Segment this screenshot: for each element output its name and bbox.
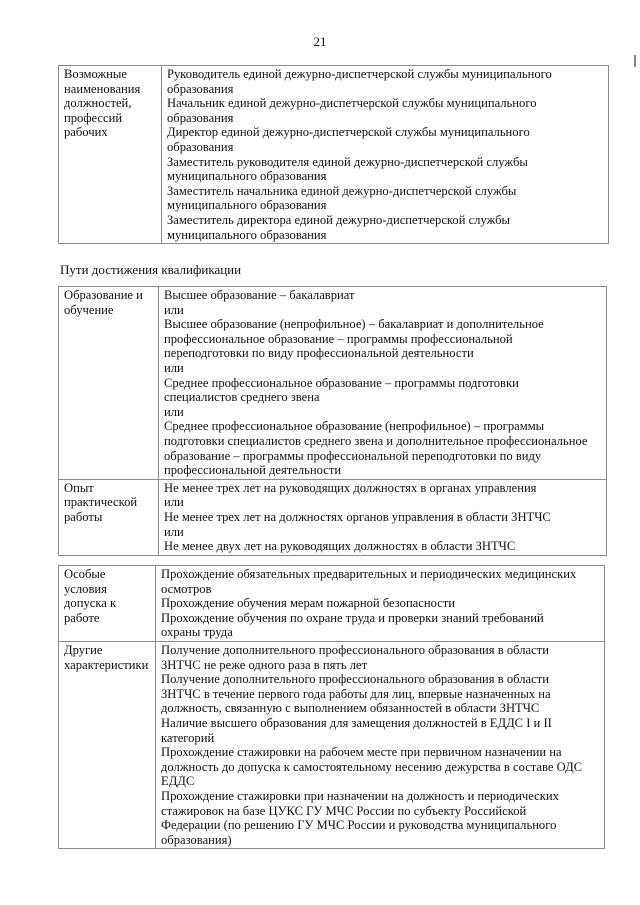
table-row — [59, 66, 609, 244]
conditions-table — [58, 565, 605, 849]
text-line: муниципального образования — [167, 198, 327, 213]
text-line: наименования — [64, 81, 141, 96]
table-row — [59, 287, 607, 480]
text-line: Заместитель руководителя единой дежурно-диспетчерской службы — [167, 154, 528, 169]
row-label-cell — [59, 479, 159, 555]
text-line: Получение дополнительного профессионального образования в области — [161, 672, 549, 687]
text-line: Среднее профессиональное образование – программы подготовки — [164, 375, 519, 390]
text-line: Высшее образование – бакалавриат — [164, 288, 355, 302]
row-label-cell — [59, 641, 156, 848]
text-line: Возможные — [64, 67, 127, 81]
text-line: работы — [64, 509, 103, 524]
text-line: должность, связанную с выполнением обязанностей в области ЗНТЧС — [161, 701, 540, 716]
table-row — [59, 566, 605, 642]
text-line: ЕДДС — [161, 774, 195, 789]
text-line: Получение дополнительного профессионального образования в области — [161, 642, 549, 657]
text-line: или — [164, 524, 184, 539]
table-row — [59, 479, 607, 555]
row-content-cell — [159, 479, 607, 555]
text-line: или — [164, 495, 184, 510]
positions-table — [58, 65, 609, 244]
text-line: Не менее трех лет на должностях органов управления в области ЗНТЧС — [164, 509, 551, 524]
text-line: муниципального образования — [167, 227, 327, 242]
text-line: категорий — [161, 730, 215, 745]
text-line: профессий — [64, 110, 123, 125]
text-line: или — [164, 404, 184, 419]
text-line: Не менее трех лет на руководящих должностях в органах управления — [164, 480, 537, 495]
text-line: Заместитель начальника единой дежурно-диспетчерской службы — [167, 183, 517, 198]
row-label-cell — [59, 566, 156, 642]
text-line: Высшее образование (непрофильное) – бакалавриат и дополнительное — [164, 317, 544, 332]
text-line: Прохождение обязательных предварительных и периодических медицинских — [161, 567, 577, 581]
text-line: или — [164, 302, 184, 317]
text-line: Начальник единой дежурно-диспетчерской службы муниципального — [167, 96, 537, 111]
text-line: образования — [167, 110, 234, 125]
text-line: Среднее профессиональное образование (непрофильное) – программы — [164, 419, 545, 434]
text-line: специалистов среднего звена — [164, 390, 320, 405]
text-line: Особые — [64, 567, 106, 581]
qualification-table — [58, 286, 607, 556]
text-line: Заместитель директора единой дежурно-диспетчерской службы — [167, 212, 511, 227]
text-line: Прохождение обучения по охране труда и проверки знаний требований — [161, 610, 544, 625]
text-line: образования — [167, 139, 234, 154]
text-line: Другие — [64, 642, 103, 657]
text-line: обучение — [64, 302, 114, 317]
text-line: образования) — [161, 832, 232, 847]
text-line: ЗНТЧС в течение первого года работы для лиц, впервые назначенных на — [161, 686, 551, 701]
table-row — [59, 641, 605, 848]
text-line: Опыт — [64, 480, 94, 495]
text-line: допуска к — [64, 596, 117, 611]
row-label-cell — [59, 287, 159, 480]
scan-edge-mark — [634, 55, 636, 67]
text-line: Федерации (по решению ГУ МЧС России и руководства муниципального — [161, 818, 557, 833]
row-content-cell — [162, 66, 609, 244]
text-line: рабочих — [64, 125, 108, 140]
row-label-cell — [59, 66, 162, 244]
text-line: должность до допуска к самостоятельному несению дежурства в составе ОДС — [161, 759, 583, 774]
page-number: 21 — [313, 34, 327, 49]
text-line: подготовки специалистов среднего звена и дополнительное профессиональное — [164, 433, 588, 448]
text-line: условия — [64, 581, 107, 596]
text-line: осмотров — [161, 581, 212, 596]
text-line: Прохождение стажировки на рабочем месте при первичном назначении на — [161, 745, 562, 760]
text-line: Прохождение обучения мерам пожарной безопасности — [161, 596, 456, 611]
row-content-cell — [159, 287, 607, 480]
text-line: муниципального образования — [167, 169, 327, 184]
text-line: профессиональное образование – программы профессиональной — [164, 331, 513, 346]
text-line: профессиональной деятельности — [164, 463, 342, 478]
text-line: стажировок на базе ЦУКС ГУ МЧС России по субъекту Российской — [161, 803, 527, 818]
text-line: Образование и — [64, 288, 143, 302]
text-line: образование – программы профессиональной переподготовки по виду — [164, 448, 542, 463]
row-content-cell — [156, 566, 605, 642]
text-line: охраны труда — [161, 625, 233, 640]
text-line: Прохождение стажировки при назначении на должность и периодических — [161, 788, 559, 803]
text-line: Наличие высшего образования для замещения должностей в ЕДДС I и II — [161, 715, 552, 730]
text-line: Руководитель единой дежурно-диспетчерской службы муниципального — [167, 67, 552, 81]
text-line: должностей, — [64, 96, 132, 111]
text-line: практической — [64, 495, 138, 510]
text-line: переподготовки по виду профессиональной деятельности — [164, 346, 474, 361]
text-line: ЗНТЧС не реже одного раза в пять лет — [161, 657, 368, 672]
text-line: образования — [167, 81, 234, 96]
text-line: Директор единой дежурно-диспетчерской службы муниципального — [167, 125, 530, 140]
text-line: или — [164, 360, 184, 375]
text-line: характеристики — [64, 657, 149, 672]
text-line: Не менее двух лет на руководящих должностях в области ЗНТЧС — [164, 539, 516, 554]
text-line: работе — [64, 610, 100, 625]
section-title: Пути достижения квалификации — [60, 262, 242, 277]
row-content-cell — [156, 641, 605, 848]
